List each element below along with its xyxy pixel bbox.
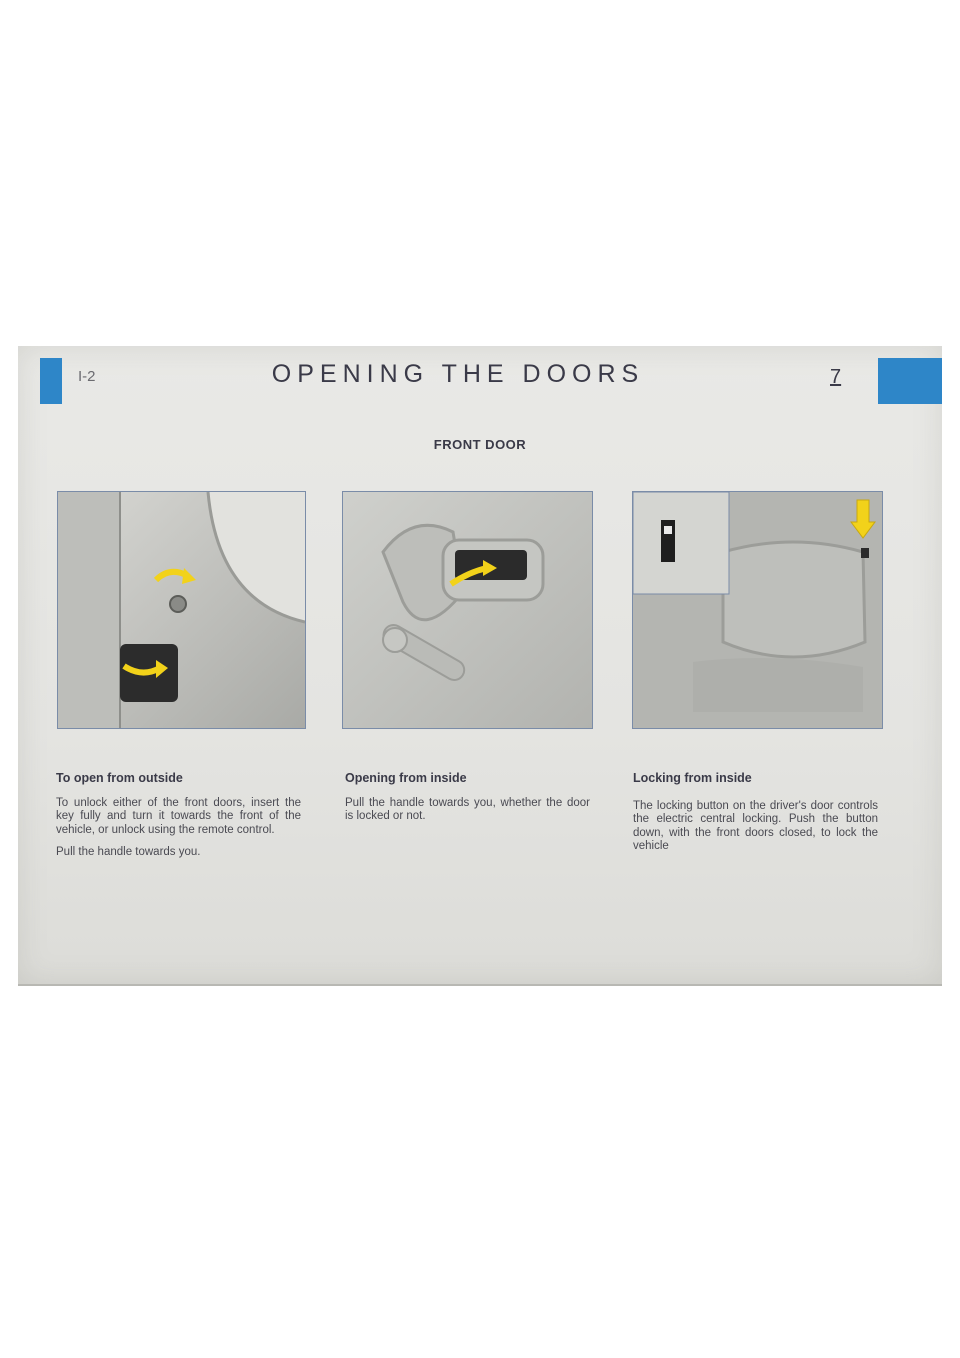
locking-button-icon [861,548,869,558]
column-paragraph: The locking button on the driver's door controls the electric central locking. Push the button down, with the front doors closed, to lock the vehicle [633,799,878,852]
column-heading: Locking from inside [633,771,752,785]
photo-inside-handle [342,491,593,729]
column-open-outside [56,772,301,869]
photo-outside-handle [57,491,306,729]
section-code: I-2 [78,368,96,385]
column-paragraph: To unlock either of the front doors, insert the key fully and turn it towards the front of the vehicle, or unlock using the remote control. [56,796,301,836]
column-heading: To open from outside [56,771,183,785]
column-open-inside [345,772,590,833]
section-tab-left [40,358,62,404]
column-paragraph: Pull the handle towards you. [56,846,201,858]
manual-page [18,346,942,986]
column-heading: Opening from inside [345,771,467,785]
page-title: OPENING THE DOORS [271,360,645,388]
section-subtitle: FRONT DOOR [433,437,527,452]
section-tab-right [878,358,942,404]
photo-locking-button [632,491,883,729]
key-lock-icon [170,596,186,612]
page-number: 7 [830,366,842,388]
column-locking-inside [633,772,878,863]
column-paragraph: Pull the handle towards you, whether the door is locked or not. [345,796,590,822]
